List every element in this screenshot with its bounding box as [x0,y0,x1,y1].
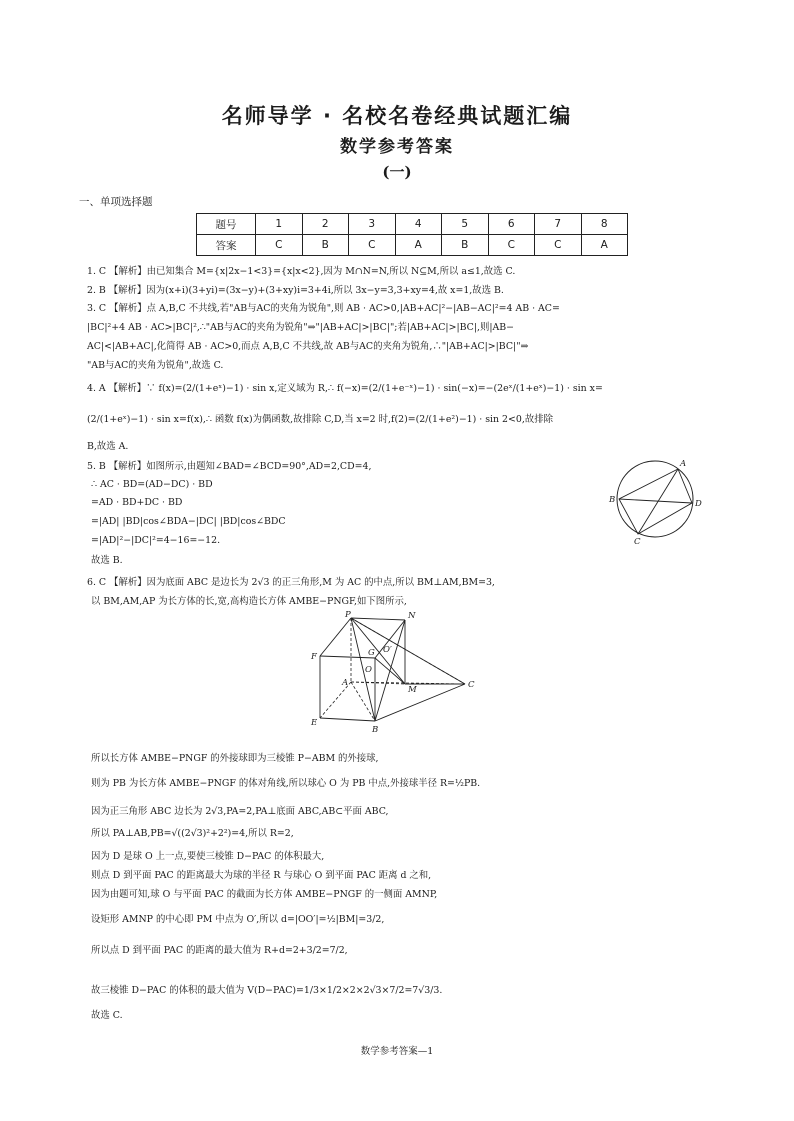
page-subtitle: 数学参考答案 [340,137,454,157]
cuboid-label-n: N [408,611,416,621]
cuboid-figure [305,608,490,736]
table-cell: 1 [256,214,303,235]
table-cell: C [349,235,396,256]
solution-6-line: 所以长方体 AMBE−PNGF 的外接球即为三棱锥 P−ABM 的外接球, [91,753,379,764]
cuboid-label-e: E [311,718,318,728]
circle-label-b: B [609,495,616,505]
table-cell: 2 [302,214,349,235]
table-cell: A [581,235,628,256]
solution-6-line: 则点 D 到平面 PAC 的距离最大为球的半径 R 与球心 O 到平面 PAC 距离 d 之和, [91,870,432,881]
table-cell: 8 [581,214,628,235]
table-cell: C [535,235,582,256]
solution-4-line: 4. A 【解析】∵ f(x)=(2/(1+eˣ)−1) · sin x,定义域为 R,∴ f(−x)=(2/(1+e⁻ˣ)−1) · sin(−x)=−(2eˣ/(1+eˣ)−1) · sin x= [87,383,603,394]
page-footer: 数学参考答案—1 [360,1046,434,1057]
cuboid-label-o: O [365,665,372,675]
table-header-cell: 答案 [197,235,256,256]
solution-6-line: 所以 PA⊥AB,PB=√((2√3)²+2²)=4,所以 R=2, [91,828,294,839]
table-cell: C [488,235,535,256]
solution-6-line: 所以点 D 到平面 PAC 的距离的最大值为 R+d=2+3/2=7/2, [91,945,348,956]
solution-5-line: =|AD|²−|DC|²=4−16=−12. [91,535,221,546]
circle-label-c: C [634,537,641,545]
solution-5-line: =AD · BD+DC · BD [91,497,183,508]
answer-table-answer-row [197,235,628,256]
solution-5-line: 5. B 【解析】如图所示,由题知∠BAD=∠BCD=90°,AD=2,CD=4, [87,461,372,472]
solution-6-line: 以 BM,AM,AP 为长方体的长,宽,高构造长方体 AMBE−PNGF,如下图所示, [91,596,407,607]
solution-6-line: 设矩形 AMNP 的中心即 PM 中点为 O′,所以 d=|OO′|=½|BM|=3/2, [91,914,385,925]
solution-6-line: 因为 D 是球 O 上一点,要使三棱锥 D−PAC 的体积最大, [91,851,325,862]
circle-figure [600,455,710,545]
table-cell: C [256,235,303,256]
set-number: (一) [382,163,412,181]
table-cell: B [302,235,349,256]
circle-label-a: A [680,459,687,469]
solution-6-line: 故选 C. [91,1010,123,1021]
cuboid-label-m: M [408,685,417,695]
table-cell: 7 [535,214,582,235]
solution-3-line: "AB与AC的夹角为锐角",故选 C. [87,360,224,371]
solution-6-line: 因为正三角形 ABC 边长为 2√3,PA=2,PA⊥底面 ABC,AB⊂平面 ABC, [91,806,389,817]
solution-3-line: 3. C 【解析】点 A,B,C 不共线,若"AB与AC的夹角为锐角",则 AB · AC>0,|AB+AC|²−|AB−AC|²=4 AB · AC= [87,303,560,314]
cuboid-label-p: P [345,610,351,620]
table-cell: 4 [395,214,442,235]
cuboid-label-a: A [342,678,349,688]
solution-5-line: ∴ AC · BD=(AD−DC) · BD [91,479,213,490]
solution-6-line: 故三棱锥 D−PAC 的体积的最大值为 V(D−PAC)=1/3×1/2×2×2√3×7/2=7√3/3. [91,985,443,996]
solution-3-line: |BC|²+4 AB · AC>|BC|²,∴"AB与AC的夹角为锐角"⇒"|AB+AC|>|BC|";若|AB+AC|>|BC|,则|AB− [87,322,515,333]
table-cell: A [395,235,442,256]
solution-4-line: (2/(1+eˣ)−1) · sin x=f(x),∴ 函数 f(x)为偶函数,故排除 C,D,当 x=2 时,f(2)=(2/(1+e²)−1) · sin 2<0,故排除 [87,414,553,425]
solution-6-line: 因为由题可知,球 O 与平面 PAC 的截面为长方体 AMBE−PNGF 的一侧面 AMNP, [91,889,438,900]
solution-1: 1. C 【解析】由已知集合 M={x|2x−1<3}={x|x<2},因为 M∩N=N,所以 N⊆M,所以 a≤1,故选 C. [87,266,516,277]
cuboid-label-c: C [468,680,475,690]
table-cell: 6 [488,214,535,235]
solution-6-line: 6. C 【解析】因为底面 ABC 是边长为 2√3 的正三角形,M 为 AC 的中点,所以 BM⊥AM,BM=3, [87,577,495,588]
section-title: 一、单项选择题 [79,196,153,208]
answer-table-number-row [197,214,628,235]
table-cell: 5 [442,214,489,235]
solution-5-line: 故选 B. [91,555,123,566]
table-cell: B [442,235,489,256]
solution-5-line: =|AD| |BD|cos∠BDA−|DC| |BD|cos∠BDC [91,516,286,527]
solution-4-line: B,故选 A. [87,441,129,452]
solution-2: 2. B 【解析】因为(x+i)(3+yi)=(3x−y)+(3+xy)i=3+4i,所以 3x−y=3,3+xy=4,故 x=1,故选 B. [87,285,504,296]
page-title: 名师导学 · 名校名卷经典试题汇编 [221,104,573,128]
table-cell: 3 [349,214,396,235]
cuboid-label-g: G [368,648,375,658]
cuboid-label-o-prime: O′ [383,645,392,655]
answer-table [196,213,628,256]
cuboid-label-b: B [372,725,379,735]
circle-label-d: D [695,499,702,509]
table-header-cell: 题号 [197,214,256,235]
solution-3-line: AC|<|AB+AC|,化简得 AB · AC>0,而点 A,B,C 不共线,故 AB与AC的夹角为锐角,∴"|AB+AC|>|BC|"⇒ [87,341,529,352]
cuboid-label-f: F [311,652,317,662]
solution-6-line: 则为 PB 为长方体 AMBE−PNGF 的体对角线,所以球心 O 为 PB 中点,外接球半径 R=½PB. [91,778,481,789]
